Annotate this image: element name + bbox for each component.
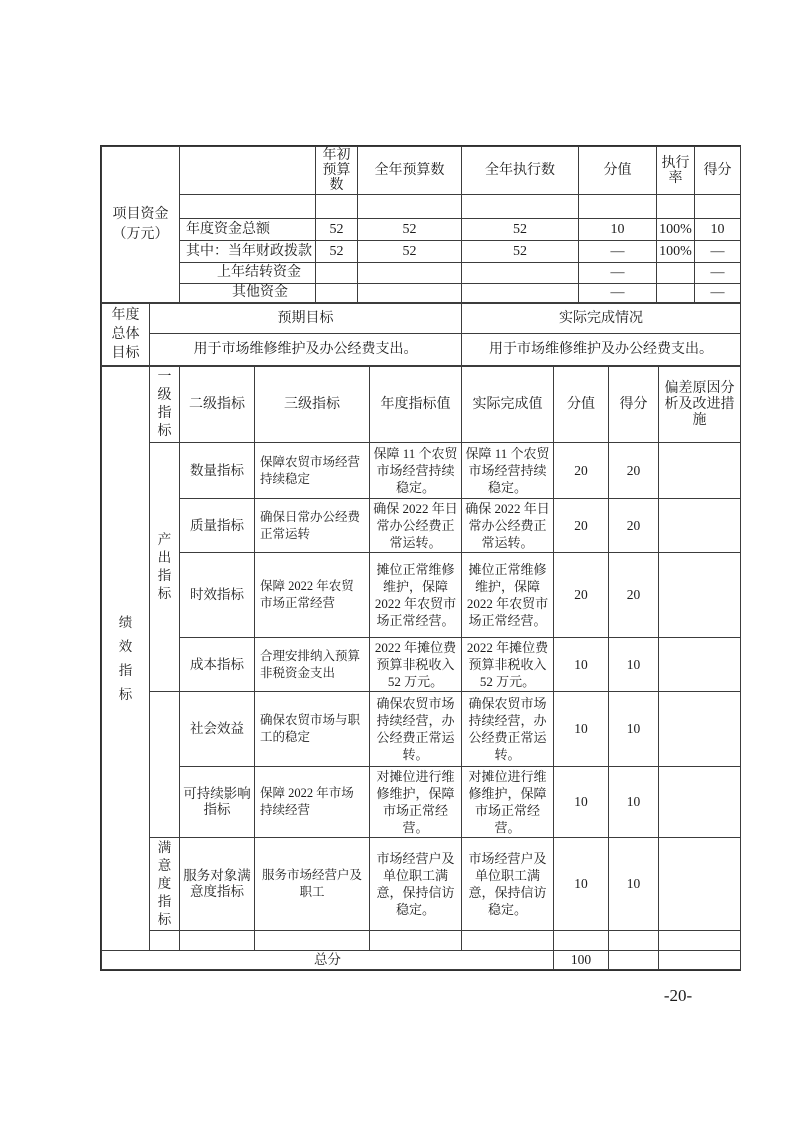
perf-deviation bbox=[659, 553, 741, 638]
funding-row-label bbox=[180, 195, 316, 219]
funding-carryover-row bbox=[102, 263, 741, 284]
perf-annual-value: 对摊位进行维修维护，保障市场正常经营。 bbox=[370, 767, 462, 838]
funding-cell: 52 bbox=[358, 241, 462, 263]
funding-cell: — bbox=[695, 241, 741, 263]
perf-row-social bbox=[102, 692, 741, 767]
funding-cell bbox=[657, 284, 695, 303]
perf-header-level1: 一级指标 bbox=[150, 367, 180, 443]
perf-header-row bbox=[102, 367, 741, 443]
perf-row-timeliness bbox=[102, 553, 741, 638]
funding-col-header: 分值 bbox=[579, 147, 657, 195]
perf-actual-value: 市场经营户及单位职工满意，保持信访稳定。 bbox=[462, 838, 554, 931]
perf-deviation bbox=[659, 499, 741, 553]
perf-score: 10 bbox=[609, 638, 659, 692]
goal-actual-text: 用于市场维修维护及办公经费支出。 bbox=[462, 334, 741, 366]
page-number: -20- bbox=[663, 986, 693, 1005]
perf-total-score bbox=[609, 951, 659, 970]
perf-level3: 服务市场经营户及职工 bbox=[255, 838, 370, 931]
perf-actual-value: 确保 2022 年日常办公经费正常运转。 bbox=[462, 499, 554, 553]
perf-actual-value bbox=[462, 931, 554, 951]
funding-cell: 10 bbox=[695, 219, 741, 241]
perf-deviation bbox=[659, 767, 741, 838]
perf-annual-value bbox=[370, 931, 462, 951]
perf-score-value: 20 bbox=[554, 553, 609, 638]
funding-cell: — bbox=[579, 284, 657, 303]
perf-annual-value: 摊位正常维修维护，保障 2022 年农贸市场正常经营。 bbox=[370, 553, 462, 638]
perf-score-value: 20 bbox=[554, 443, 609, 499]
perf-score bbox=[609, 931, 659, 951]
perf-level1-group-satisfaction: 满意度指标 bbox=[150, 838, 180, 931]
funding-cell bbox=[316, 195, 358, 219]
perf-level1-group-output: 产出指标 bbox=[150, 443, 180, 692]
perf-deviation bbox=[659, 838, 741, 931]
perf-score: 20 bbox=[609, 443, 659, 499]
funding-cell bbox=[358, 195, 462, 219]
perf-level1-empty bbox=[150, 931, 180, 951]
perf-row-quantity bbox=[102, 443, 741, 499]
perf-actual-value: 确保农贸市场持续经营，办公经费正常运转。 bbox=[462, 692, 554, 767]
perf-score-value: 10 bbox=[554, 767, 609, 838]
evaluation-form bbox=[100, 145, 741, 971]
perf-level3: 确保日常办公经费正常运转 bbox=[255, 499, 370, 553]
funding-cell: — bbox=[579, 241, 657, 263]
perf-empty-row bbox=[102, 931, 741, 951]
perf-score: 20 bbox=[609, 499, 659, 553]
perf-header-actual: 实际完成值 bbox=[462, 367, 554, 443]
goal-actual-header: 实际完成情况 bbox=[462, 304, 741, 334]
perf-header-score-value: 分值 bbox=[554, 367, 609, 443]
perf-total-score-value: 100 bbox=[554, 951, 609, 970]
funding-col-header: 全年预算数 bbox=[358, 147, 462, 195]
perf-header-deviation: 偏差原因分析及改进措施 bbox=[659, 367, 741, 443]
funding-cell: 52 bbox=[462, 241, 579, 263]
goal-expected-header: 预期目标 bbox=[150, 304, 462, 334]
funding-col-header: 得分 bbox=[695, 147, 741, 195]
perf-total-row bbox=[102, 951, 741, 970]
perf-header-score: 得分 bbox=[609, 367, 659, 443]
perf-actual-value: 2022 年摊位费预算非税收入 52 万元。 bbox=[462, 638, 554, 692]
funding-empty-row bbox=[102, 195, 741, 219]
perf-annual-value: 确保 2022 年日常办公经费正常运转。 bbox=[370, 499, 462, 553]
funding-cell: 100% bbox=[657, 219, 695, 241]
perf-row-cost bbox=[102, 638, 741, 692]
perf-level2 bbox=[180, 931, 255, 951]
funding-cell bbox=[579, 195, 657, 219]
perf-actual-value: 保障 11 个农贸市场经营持续稳定。 bbox=[462, 443, 554, 499]
funding-cell bbox=[316, 284, 358, 303]
perf-level2: 质量指标 bbox=[180, 499, 255, 553]
perf-level3: 确保农贸市场与职工的稳定 bbox=[255, 692, 370, 767]
perf-level3: 保障农贸市场经营持续稳定 bbox=[255, 443, 370, 499]
perf-score: 20 bbox=[609, 553, 659, 638]
funding-other-row bbox=[102, 284, 741, 303]
perf-score: 10 bbox=[609, 838, 659, 931]
annual-goal-table bbox=[101, 303, 741, 366]
funding-cell: — bbox=[695, 284, 741, 303]
perf-annual-value: 保障 11 个农贸市场经营持续稳定。 bbox=[370, 443, 462, 499]
funding-col-header: 执行率 bbox=[657, 147, 695, 195]
perf-score-value: 10 bbox=[554, 838, 609, 931]
perf-level3 bbox=[255, 931, 370, 951]
funding-cell bbox=[657, 263, 695, 284]
funding-cell bbox=[695, 195, 741, 219]
funding-cell bbox=[358, 284, 462, 303]
perf-score: 10 bbox=[609, 692, 659, 767]
funding-cell bbox=[657, 195, 695, 219]
funding-corner-cell bbox=[180, 147, 316, 195]
funding-cell: 52 bbox=[358, 219, 462, 241]
perf-score: 10 bbox=[609, 767, 659, 838]
funding-cell: 52 bbox=[462, 219, 579, 241]
funding-row-label: 其中：当年财政拨款 bbox=[180, 241, 316, 263]
perf-deviation bbox=[659, 692, 741, 767]
perf-level2: 服务对象满意度指标 bbox=[180, 838, 255, 931]
goal-left-label: 年度总体目标 bbox=[102, 304, 150, 366]
goal-expected-text: 用于市场维修维护及办公经费支出。 bbox=[150, 334, 462, 366]
funding-cell: 10 bbox=[579, 219, 657, 241]
funding-total-row bbox=[102, 219, 741, 241]
funding-col-header: 年初预算数 bbox=[316, 147, 358, 195]
perf-row-satisfaction bbox=[102, 838, 741, 931]
funding-cell: — bbox=[579, 263, 657, 284]
perf-row-quality bbox=[102, 499, 741, 553]
funding-row-label: 年度资金总额 bbox=[180, 219, 316, 241]
perf-deviation bbox=[659, 443, 741, 499]
funding-table bbox=[101, 146, 741, 303]
perf-score-value: 20 bbox=[554, 499, 609, 553]
perf-level1-group-benefit bbox=[150, 692, 180, 838]
perf-level2: 数量指标 bbox=[180, 443, 255, 499]
perf-deviation bbox=[659, 638, 741, 692]
goal-content-row bbox=[102, 334, 741, 366]
funding-cell bbox=[462, 195, 579, 219]
perf-total-deviation bbox=[659, 951, 741, 970]
goal-header-row bbox=[102, 304, 741, 334]
perf-header-level3: 三级指标 bbox=[255, 367, 370, 443]
perf-row-sustainability bbox=[102, 767, 741, 838]
perf-level2: 社会效益 bbox=[180, 692, 255, 767]
perf-header-level2: 二级指标 bbox=[180, 367, 255, 443]
funding-cell bbox=[358, 263, 462, 284]
funding-fiscal-row bbox=[102, 241, 741, 263]
perf-annual-value: 确保农贸市场持续经营，办公经费正常运转。 bbox=[370, 692, 462, 767]
funding-cell: — bbox=[695, 263, 741, 284]
perf-level2: 成本指标 bbox=[180, 638, 255, 692]
funding-col-header: 全年执行数 bbox=[462, 147, 579, 195]
funding-cell: 52 bbox=[316, 241, 358, 263]
perf-score-value bbox=[554, 931, 609, 951]
perf-annual-value: 2022 年摊位费预算非税收入 52 万元。 bbox=[370, 638, 462, 692]
performance-table bbox=[101, 366, 741, 970]
perf-actual-value: 对摊位进行维修维护，保障市场正常经营。 bbox=[462, 767, 554, 838]
funding-cell: 100% bbox=[657, 241, 695, 263]
funding-cell bbox=[462, 284, 579, 303]
funding-cell bbox=[316, 263, 358, 284]
perf-level3: 保障 2022 年市场持续经营 bbox=[255, 767, 370, 838]
perf-total-label: 总分 bbox=[102, 951, 554, 970]
perf-level3: 保障 2022 年农贸市场正常经营 bbox=[255, 553, 370, 638]
perf-level2: 时效指标 bbox=[180, 553, 255, 638]
perf-deviation bbox=[659, 931, 741, 951]
perf-annual-value: 市场经营户及单位职工满意，保持信访稳定。 bbox=[370, 838, 462, 931]
funding-header-row bbox=[102, 147, 741, 195]
perf-actual-value: 摊位正常维修维护，保障 2022 年农贸市场正常经营。 bbox=[462, 553, 554, 638]
perf-score-value: 10 bbox=[554, 638, 609, 692]
perf-score-value: 10 bbox=[554, 692, 609, 767]
funding-cell: 52 bbox=[316, 219, 358, 241]
funding-row-label: 上年结转资金 bbox=[180, 263, 316, 284]
funding-left-label: 项目资金（万元） bbox=[102, 147, 180, 303]
perf-level2: 可持续影响指标 bbox=[180, 767, 255, 838]
perf-header-annual: 年度指标值 bbox=[370, 367, 462, 443]
funding-cell bbox=[462, 263, 579, 284]
funding-row-label: 其他资金 bbox=[180, 284, 316, 303]
perf-left-label: 绩效指标 bbox=[102, 367, 150, 951]
perf-level3: 合理安排纳入预算非税资金支出 bbox=[255, 638, 370, 692]
